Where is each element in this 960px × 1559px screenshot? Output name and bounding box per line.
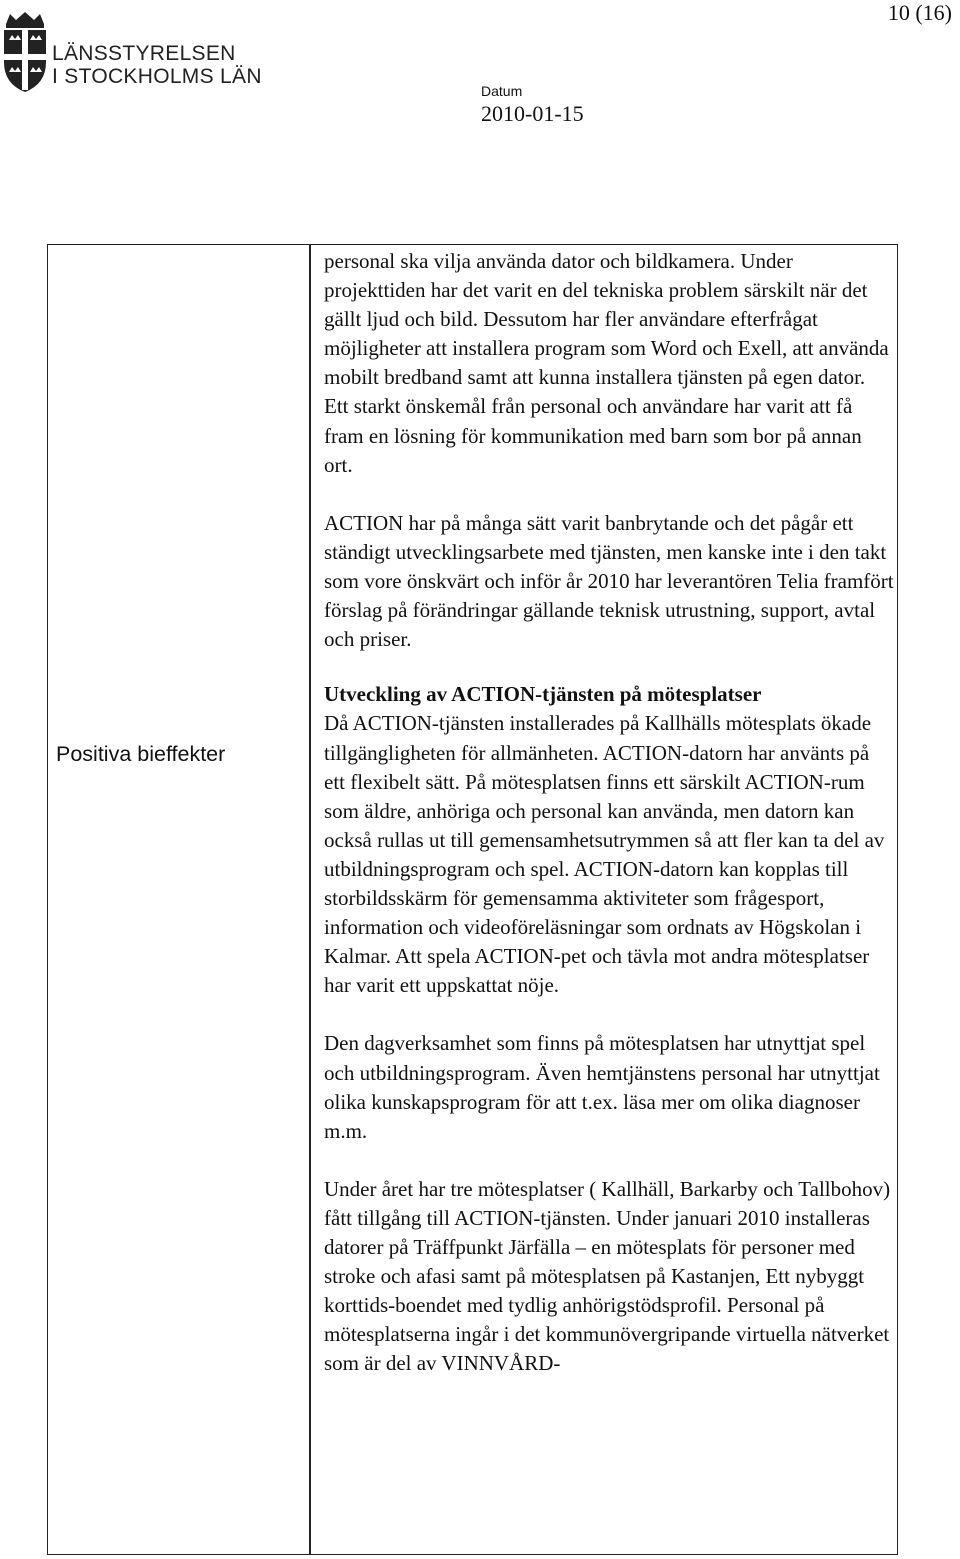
row-label: Positiva bieffekter bbox=[56, 742, 226, 766]
table-content-cell bbox=[324, 247, 894, 1379]
date-label: Datum bbox=[481, 83, 523, 99]
section-subheading: Utveckling av ACTION-tjänsten på mötesplatser bbox=[324, 682, 762, 707]
page-number: 10 (16) bbox=[887, 0, 952, 25]
content-table bbox=[47, 244, 898, 1555]
coat-of-arms-icon bbox=[0, 10, 50, 94]
paragraph-2: ACTION har på många sätt varit banbrytande och det pågår ett ständigt utvecklingsarbete med tjänsten, men kanske inte i den takt som vore önskvärt och inför år 2010 har leverantören Telia framfört förslag på förändringar gällande teknisk utrustning, support, avtal och priser. bbox=[324, 510, 894, 652]
paragraph-3: Då ACTION-tjänsten installerades på Kallhälls mötesplats ökade tillgängligheten för allmänheten. ACTION-datorn har använts på ett flexibelt sätt. På mötesplatsen finns ett särskilt ACTION-rum som äldre, anhöriga och personal kan använda, men datorn kan också rullas ut till gemensamhetsutrymmen så att fler kan ta del av utbildningsprogram och spel. ACTION-datorn kan kopplas till storbildsskärm för gemensamma aktiviteter som frågesport, information och videoföreläsningar som ordnats av Högskolan i Kalmar. Att spela ACTION-pet och tävla mot andra mötesplatser har varit ett uppskattat nöje. bbox=[324, 711, 885, 998]
paragraph-1: personal ska vilja använda dator och bildkamera. Under projekttiden har det varit en del tekniska problem särskilt när det gällt ljud och bild. Dessutom har fler användare efterfrågat möjligheter att installera program som Word och Exell, att använda mobilt bredband samt att kunna installera tjänsten på egen dator. Ett starkt önskemål från personal och användare har varit att få fram en lösning för kommunikation med barn som bor på annan ort. bbox=[324, 249, 889, 477]
column-divider bbox=[309, 245, 311, 1554]
logo-text bbox=[52, 42, 262, 88]
date-value: 2010-01-15 bbox=[481, 101, 584, 126]
paragraph-5: Under året har tre mötesplatser ( Kallhäll, Barkarby och Tallbohov) fått tillgång till ACTION-tjänsten. Under januari 2010 installeras datorer på Träffpunkt Järfälla – en mötesplats för personer med stroke och afasi samt på mötesplatsen på Kastanjen, Ett nybyggt korttids-boendet med tydlig anhörigstödsprofil. Personal på mötesplatserna ingår i det kommunövergripande virtuella nätverket som är del av VINNVÅRD- bbox=[324, 1176, 891, 1376]
logo-line-2: I STOCKHOLMS LÄN bbox=[52, 65, 262, 88]
paragraph-4: Den dagverksamhet som finns på mötesplatsen har utnyttjat spel och utbildningsprogram. Även hemtjänstens personal har utnyttjat olika kunskapsprogram för att t.ex. läsa mer om olika diagnoser m.m. bbox=[324, 1031, 880, 1143]
logo-line-1: LÄNSSTYRELSEN bbox=[52, 42, 236, 65]
agency-logo bbox=[0, 10, 262, 94]
